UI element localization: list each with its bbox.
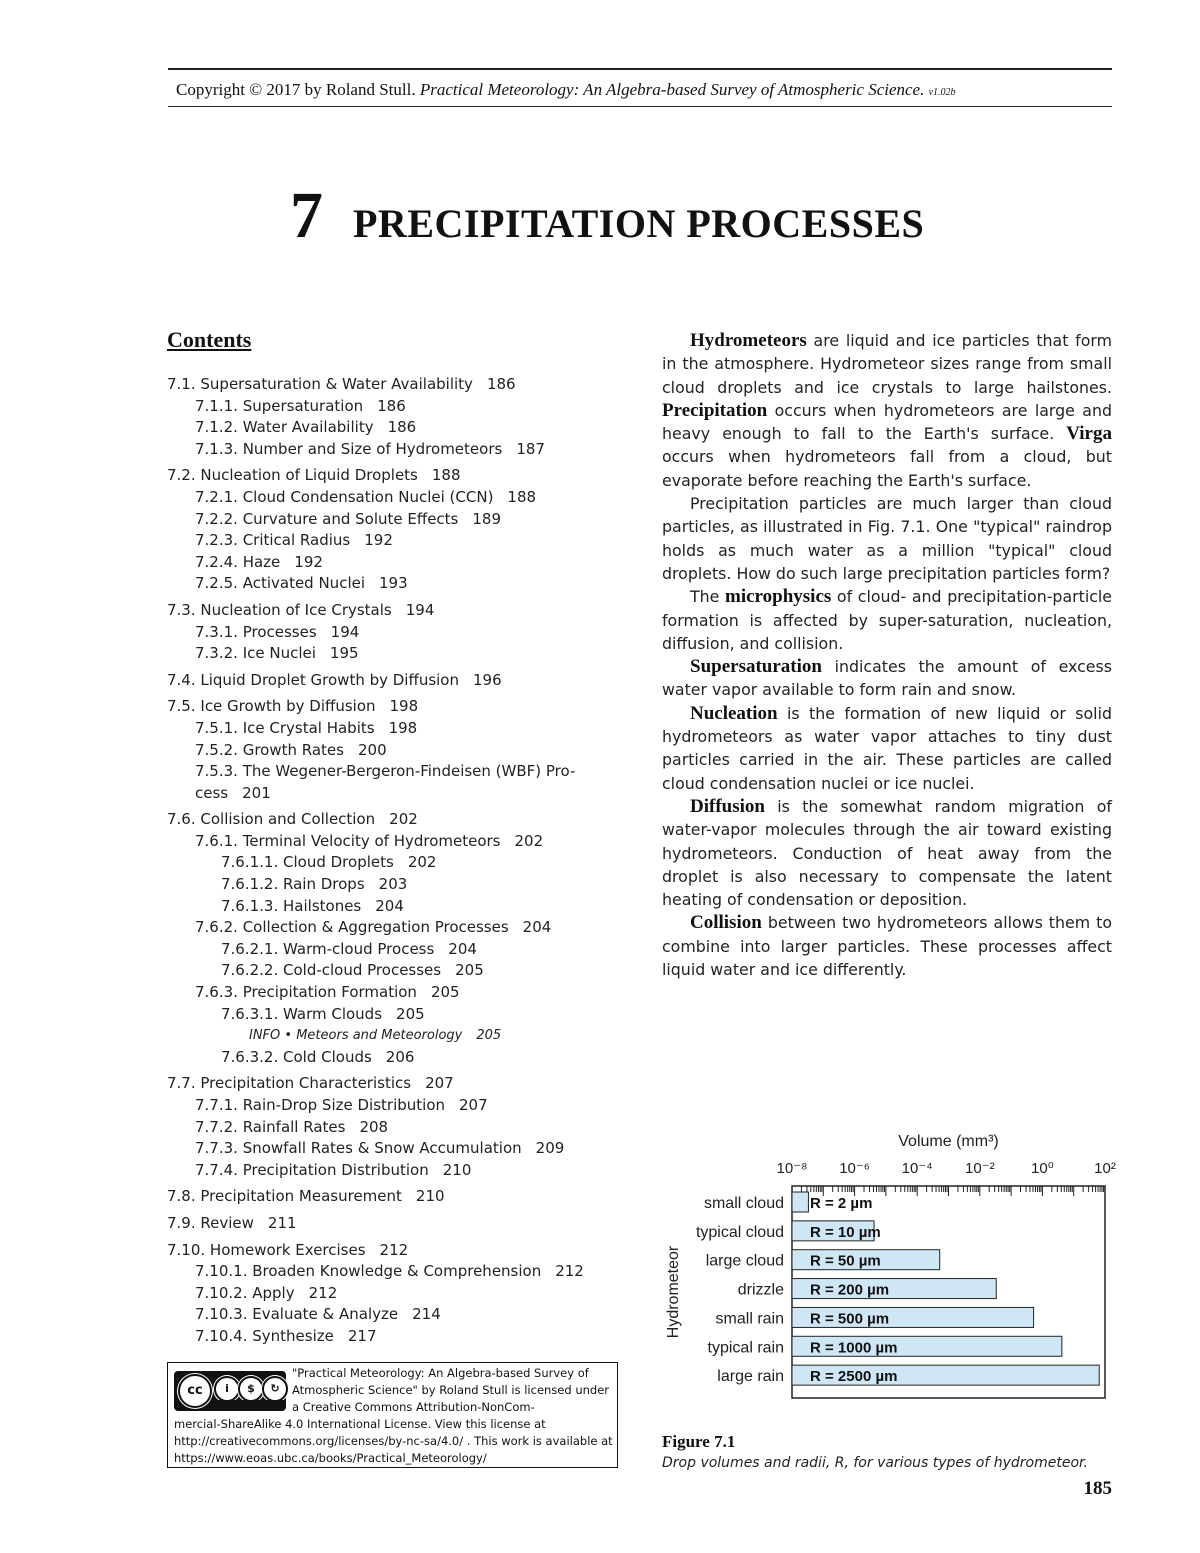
toc-entry xyxy=(167,1304,627,1326)
toc-entry-page: 192 xyxy=(364,531,393,550)
toc-entry-page: 212 xyxy=(555,1262,584,1281)
key-term: Diffusion xyxy=(690,795,765,817)
toc-entry-title: 7.6.1.2. Rain Drops xyxy=(221,875,365,894)
toc-entry xyxy=(167,1326,627,1348)
toc-entry-title: 7.10.1. Broaden Knowledge & Comprehension xyxy=(195,1262,542,1281)
cc-license-icon: cc i $ ↻ xyxy=(174,1371,286,1411)
toc-entry xyxy=(167,1138,627,1160)
toc-entry xyxy=(167,530,627,552)
toc-entry-page: 205 xyxy=(455,961,484,980)
paragraph-text: occurs when hydrometeors are large and heavy enough to fall to the Earth's surface. xyxy=(662,400,1112,444)
x-axis-title: Volume (mm³) xyxy=(898,1133,999,1150)
toc-entry-title: 7.3.2. Ice Nuclei xyxy=(195,644,316,663)
toc-entry xyxy=(167,439,627,461)
toc-entry xyxy=(167,1186,627,1208)
volume-bar xyxy=(792,1192,808,1212)
toc-entry-title: 7.6.1. Terminal Velocity of Hydrometeors xyxy=(195,831,501,850)
toc-entry-page: 189 xyxy=(472,509,502,528)
toc-entry-title: INFO • Meteors and Meteorology xyxy=(249,1028,463,1044)
radius-label: R = 1000 µm xyxy=(810,1339,898,1357)
toc-entry-title: 7.7.2. Rainfall Rates xyxy=(195,1117,346,1136)
category-label: large cloud xyxy=(705,1252,784,1270)
toc-entry xyxy=(167,552,627,574)
toc-entry-page: 194 xyxy=(330,622,360,641)
toc-entry-page: 209 xyxy=(535,1139,565,1158)
toc-entry-page: 205 xyxy=(396,1004,425,1023)
toc-entry-title: 7.7. Precipitation Characteristics xyxy=(167,1074,412,1093)
toc-entry-title: 7.6.1.1. Cloud Droplets xyxy=(221,853,394,872)
toc-entry xyxy=(167,417,627,439)
category-label: typical cloud xyxy=(695,1223,784,1241)
toc-entry-title: 7.9. Review xyxy=(167,1213,254,1232)
toc-entry-title: 7.5.3. The Wegener-Bergeron-Findeisen (WBF) Pro- xyxy=(195,762,576,781)
toc-entry xyxy=(167,1004,627,1026)
radius-label: R = 200 µm xyxy=(810,1281,890,1299)
toc-entry-title: 7.10.3. Evaluate & Analyze xyxy=(195,1305,399,1324)
chapter-name: PRECIPITATION PROCESSES xyxy=(353,201,925,246)
toc-entry-title: 7.10. Homework Exercises xyxy=(167,1240,366,1259)
toc-entry-page: 188 xyxy=(431,466,461,485)
toc-entry-page: 192 xyxy=(294,552,323,571)
toc-entry xyxy=(167,982,627,1004)
category-label: drizzle xyxy=(737,1281,784,1299)
header-book-title: Practical Meteorology: An Algebra-based Survey of Atmospheric Science. xyxy=(419,80,925,99)
toc-entry-page: 202 xyxy=(407,853,437,872)
toc-entry-title: 7.5.1. Ice Crystal Habits xyxy=(195,718,375,737)
toc-entry-title: 7.6.2.1. Warm-cloud Process xyxy=(221,939,435,958)
header-version: v1.02b xyxy=(928,87,956,98)
toc-entry-title: 7.1.1. Supersaturation xyxy=(195,396,364,415)
toc-entry-title: 7.4. Liquid Droplet Growth by Diffusion xyxy=(167,670,459,689)
x-tick-label: 10⁻⁴ xyxy=(901,1160,933,1177)
license-box xyxy=(167,1362,618,1468)
license-text-upper: "Practical Meteorology: An Algebra-based Survey of Atmospheric Science" by Roland Stull is licensed under a Creative Commons Attribution-NonCom- xyxy=(292,1366,610,1414)
key-term: Nucleation xyxy=(690,702,778,724)
toc-entry-page: 196 xyxy=(473,670,502,689)
body-paragraph xyxy=(662,702,1112,795)
x-tick-label: 10⁰ xyxy=(1031,1160,1054,1177)
toc-entry xyxy=(167,831,627,853)
radius-label: R = 50 µm xyxy=(810,1252,881,1270)
toc-entry xyxy=(167,1283,627,1305)
toc-entry xyxy=(167,852,627,874)
toc-entry-title: 7.1.3. Number and Size of Hydrometeors xyxy=(195,439,503,458)
body-paragraph xyxy=(662,655,1112,702)
toc-entry xyxy=(167,374,627,396)
toc-entry-title: 7.1.2. Water Availability xyxy=(195,418,374,437)
toc-entry-title: 7.6. Collision and Collection xyxy=(167,810,376,829)
toc-entry-title: 7.6.3. Precipitation Formation xyxy=(195,983,417,1002)
body-paragraph xyxy=(662,585,1112,655)
toc-entry xyxy=(167,600,627,622)
toc-entry-page: 208 xyxy=(359,1117,389,1136)
toc-entry-title: 7.5. Ice Growth by Diffusion xyxy=(167,697,376,716)
toc-entry-page: 200 xyxy=(357,740,387,759)
toc-entry-page: 188 xyxy=(507,487,537,506)
key-term: Hydrometeors xyxy=(690,330,807,351)
toc-entry-title: 7.7.3. Snowfall Rates & Snow Accumulation xyxy=(195,1139,522,1158)
toc-entry-page: 212 xyxy=(308,1283,338,1302)
toc-entry-title: 7.6.3.2. Cold Clouds xyxy=(221,1047,372,1066)
category-label: small rain xyxy=(715,1310,784,1328)
toc-entry xyxy=(167,1160,627,1182)
toc-entry-title: 7.2.2. Curvature and Solute Effects xyxy=(195,509,459,528)
toc-entry-page: 206 xyxy=(385,1047,415,1066)
intro-text xyxy=(662,329,1112,981)
toc-entry-title: 7.3.1. Processes xyxy=(195,622,317,641)
toc-entry-title: 7.6.2.2. Cold-cloud Processes xyxy=(221,961,442,980)
toc-entry-title: cess xyxy=(195,783,229,802)
toc-entry xyxy=(167,939,627,961)
header-rule-top xyxy=(168,68,1112,70)
toc-entry-page: 193 xyxy=(379,574,408,593)
toc-entry-page: 212 xyxy=(379,1240,409,1259)
key-term: Collision xyxy=(690,912,762,934)
toc-entry-page: 214 xyxy=(412,1305,441,1324)
paragraph-text: The xyxy=(690,587,726,607)
toc-entry-page: 198 xyxy=(389,697,419,716)
body-paragraph xyxy=(662,911,1112,981)
toc-entry xyxy=(167,809,627,831)
toc-entry xyxy=(167,1117,627,1139)
toc-entry-page: 195 xyxy=(329,644,359,663)
toc-entry-page: 186 xyxy=(387,418,417,437)
paragraph-text: indicates the amount of excess water vapor available to form rain and snow. xyxy=(662,657,1112,700)
toc-entry xyxy=(167,1025,627,1047)
paragraph-text: of cloud- and precipitation-particle formation is affected by super-saturation, nucleation, diffusion, and collision. xyxy=(662,587,1112,653)
key-term: Supersaturation xyxy=(690,656,822,678)
toc-entry-page: 194 xyxy=(405,600,435,619)
toc-entry xyxy=(167,465,627,487)
x-tick-label: 10⁻² xyxy=(964,1160,995,1177)
toc-entry xyxy=(167,696,627,718)
toc-entry xyxy=(167,783,627,805)
toc-entry-title: 7.5.2. Growth Rates xyxy=(195,740,344,759)
toc-entry-title: 7.10.2. Apply xyxy=(195,1283,295,1302)
toc-entry xyxy=(167,1240,627,1262)
toc-entry-title: 7.2.5. Activated Nuclei xyxy=(195,574,366,593)
running-header xyxy=(176,80,956,100)
body-paragraph xyxy=(662,492,1112,585)
toc-entry-page: 202 xyxy=(514,831,544,850)
paragraph-text: is the somewhat random migration of water-vapor molecules through the air toward existing hydrometeors. Conduction of heat away from the droplet is also necessary to compensate the latent heating of condensation or deposition. xyxy=(662,796,1112,910)
toc-entry xyxy=(167,509,627,531)
paragraph-text: is the formation of new liquid or solid hydrometeors as water vapor attaches to tiny dust particles carried in the air. These particles are called cloud condensation nuclei or ice nuclei. xyxy=(662,703,1112,793)
toc-entry xyxy=(167,896,627,918)
key-term: Precipitation xyxy=(662,399,768,421)
radius-label: R = 2500 µm xyxy=(810,1368,898,1386)
chapter-number: 7 xyxy=(290,179,323,252)
radius-label: R = 10 µm xyxy=(810,1223,881,1241)
radius-label: R = 500 µm xyxy=(810,1310,890,1328)
toc-entry-page: 204 xyxy=(448,939,477,958)
toc-entry-page: 186 xyxy=(377,396,406,415)
toc-entry-title: 7.3. Nucleation of Ice Crystals xyxy=(167,600,392,619)
table-of-contents xyxy=(167,374,627,1348)
toc-entry-title: 7.2.4. Haze xyxy=(195,552,281,571)
toc-entry xyxy=(167,917,627,939)
toc-entry-title: 7.6.1.3. Hailstones xyxy=(221,896,362,915)
chapter-title xyxy=(290,178,924,254)
toc-entry xyxy=(167,622,627,644)
toc-entry xyxy=(167,643,627,665)
header-rule-bottom xyxy=(168,106,1112,107)
paragraph-text: are liquid and ice particles that form in the atmosphere. Hydrometeor sizes range from small cloud droplets and ice crystals to large hailstones. xyxy=(662,331,1112,397)
paragraph-text: Precipitation particles are much larger than cloud particles, as illustrated in Fig. 7.1. One "typical" raindrop holds as much water as a million "typical" cloud droplets. How do such large precipitation particles form? xyxy=(662,494,1112,583)
toc-entry xyxy=(167,740,627,762)
toc-entry-title: 7.2. Nucleation of Liquid Droplets xyxy=(167,466,418,485)
header-copyright: Copyright © 2017 by Roland Stull. xyxy=(176,80,416,99)
toc-entry xyxy=(167,396,627,418)
toc-entry xyxy=(167,718,627,740)
figure-caption-text: Drop volumes and radii, R, for various types of hydrometeor. xyxy=(662,1455,1088,1471)
toc-entry xyxy=(167,1095,627,1117)
toc-entry-page: 210 xyxy=(415,1187,445,1206)
page-number: 185 xyxy=(1083,1478,1112,1499)
x-tick-label: 10⁻⁸ xyxy=(776,1160,808,1177)
toc-entry xyxy=(167,573,627,595)
toc-entry xyxy=(167,1261,627,1283)
toc-entry-page: 203 xyxy=(378,875,408,894)
toc-entry-page: 201 xyxy=(242,783,271,802)
paragraph-text: occurs when hydrometeors fall from a cloud, but evaporate before reaching the Earth's surface. xyxy=(662,447,1112,490)
x-tick-label: 10⁻⁶ xyxy=(839,1160,870,1177)
toc-entry-page: 211 xyxy=(267,1213,297,1232)
toc-entry-page: 205 xyxy=(476,1028,502,1044)
toc-entry xyxy=(167,960,627,982)
category-label: large rain xyxy=(717,1368,784,1386)
toc-entry-title: 7.1. Supersaturation & Water Availability xyxy=(167,375,473,393)
toc-entry xyxy=(167,761,627,783)
category-label: typical rain xyxy=(707,1339,784,1357)
toc-entry-title: 7.7.1. Rain-Drop Size Distribution xyxy=(195,1096,445,1114)
x-tick-label: 10² xyxy=(1094,1160,1116,1177)
key-term: microphysics xyxy=(725,586,832,608)
toc-entry-page: 205 xyxy=(430,983,460,1002)
toc-entry-page: 186 xyxy=(486,375,516,393)
contents-heading: Contents xyxy=(167,327,252,352)
toc-entry xyxy=(167,1073,627,1095)
toc-entry-title: 7.6.2. Collection & Aggregation Processes xyxy=(195,918,509,937)
radius-label: R = 2 µm xyxy=(810,1195,873,1212)
body-paragraph xyxy=(662,329,1112,492)
toc-entry-page: 204 xyxy=(522,918,552,937)
toc-entry-page: 187 xyxy=(516,439,545,458)
toc-entry-page: 207 xyxy=(459,1096,488,1114)
toc-entry-title: 7.6.3.1. Warm Clouds xyxy=(221,1004,383,1023)
figure-caption-title: Figure 7.1 xyxy=(662,1432,736,1451)
key-term: Virga xyxy=(1066,423,1112,445)
paragraph-text: between two hydrometeors allows them to combine into larger particles. These processes affect liquid water and ice differently. xyxy=(662,913,1112,980)
toc-entry-page: 204 xyxy=(375,896,404,915)
toc-entry xyxy=(167,1213,627,1235)
toc-entry-page: 198 xyxy=(388,718,418,737)
toc-entry-page: 207 xyxy=(425,1074,454,1093)
body-paragraph xyxy=(662,795,1112,911)
toc-entry xyxy=(167,670,627,692)
toc-entry-title: 7.2.1. Cloud Condensation Nuclei (CCN) xyxy=(195,487,494,506)
toc-entry xyxy=(167,874,627,896)
category-label: small cloud xyxy=(703,1195,784,1212)
toc-entry-title: 7.10.4. Synthesize xyxy=(195,1326,334,1345)
toc-entry-page: 202 xyxy=(389,810,418,829)
y-axis-title: Hydrometeor xyxy=(665,1245,682,1339)
toc-entry xyxy=(167,1047,627,1069)
toc-entry-title: 7.2.3. Critical Radius xyxy=(195,531,351,550)
toc-entry-page: 217 xyxy=(347,1326,377,1345)
figure-7-1 xyxy=(660,1128,1120,1428)
toc-entry-title: 7.8. Precipitation Measurement xyxy=(167,1187,402,1206)
hydrometeor-volume-chart xyxy=(660,1128,1120,1428)
toc-entry-page: 210 xyxy=(442,1160,472,1179)
license-text-lower: mercial-ShareAlike 4.0 International License. View this license at http://creativecommons.org/licenses/by-nc-sa/4.0/ . This work is available at https://www.eoas.ubc.ca/books/Practical_Meteorology/ xyxy=(174,1417,613,1465)
toc-entry-title: 7.7.4. Precipitation Distribution xyxy=(195,1160,429,1179)
toc-entry xyxy=(167,487,627,509)
